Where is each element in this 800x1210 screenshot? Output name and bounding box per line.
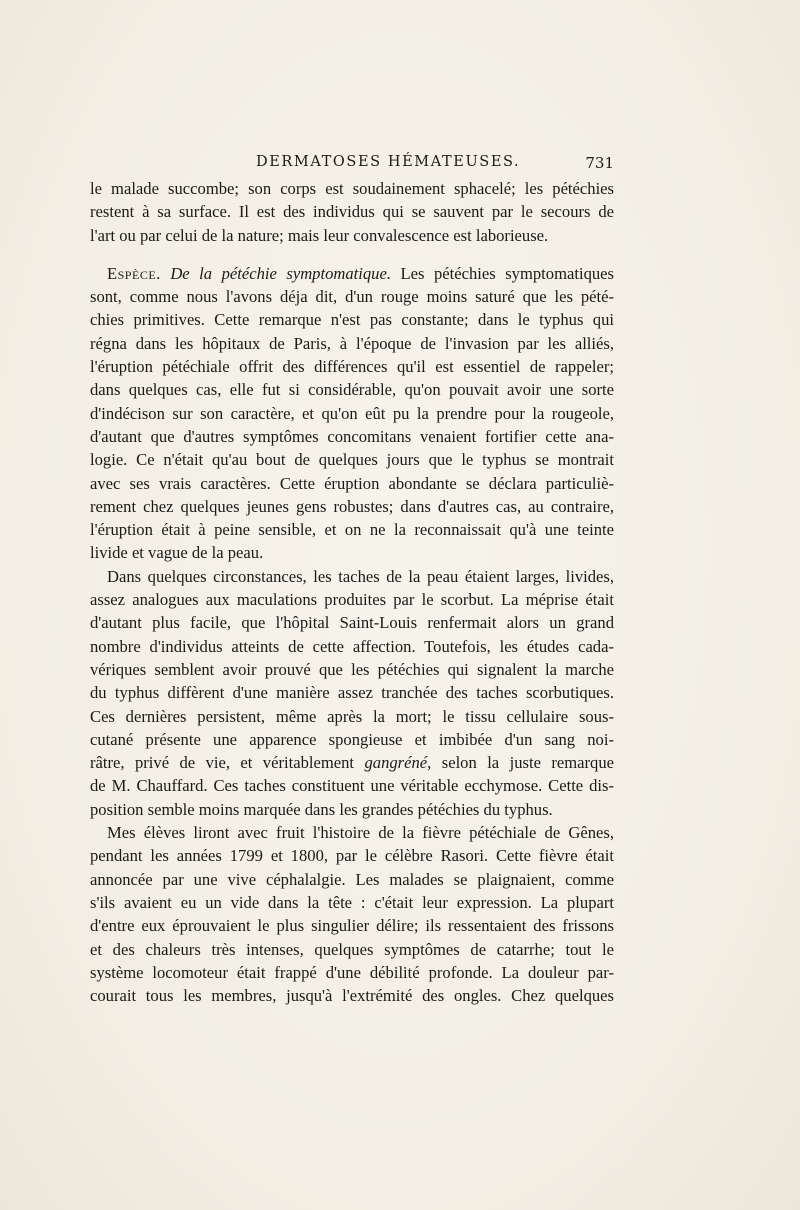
text-line: pendant les années 1799 et 1800, par le célèbre Rasori. Cette fièvre était <box>90 846 614 866</box>
body-text <box>90 177 614 1007</box>
text-line: l'éruption pétéchiale offrit des différences qu'il est essentiel de rappeler; <box>90 357 614 377</box>
text-line: de M. Chauffard. Ces taches constituent une véritable ecchymose. Cette dis- <box>90 776 614 796</box>
text-line: livide et vague de la peau. <box>90 543 264 563</box>
text-line: l'éruption était à peine sensible, et on ne la reconnaissait qu'à une teinte <box>90 520 614 540</box>
text-run: râtre, privé de vie, et véritablement <box>90 753 355 773</box>
text-line-with-italic <box>90 751 614 774</box>
text-line: dans quelques cas, elle fut si considérable, qu'on pouvait avoir une sorte <box>90 380 614 400</box>
italic-word: gangréné, <box>364 753 432 773</box>
text-line: annoncée par une vive céphalalgie. Les malades se plaignaient, comme <box>90 869 614 889</box>
paragraph <box>90 177 614 247</box>
text-line: sont, comme nous l'avons déja dit, d'un rouge moins saturé que les pété- <box>90 287 614 307</box>
text-line: d'entre eux éprouvaient le plus singulier délire; ils ressentaient des frissons <box>90 916 614 936</box>
text-line: courait tous les membres, jusqu'à l'extrémité des ongles. Chez quelques <box>90 986 614 1006</box>
species-heading-line <box>90 262 614 285</box>
species-title: De la pétéchie symptomatique. <box>170 263 391 283</box>
text-line: Mes élèves liront avec fruit l'histoire de la fièvre pétéchiale de Gênes, <box>107 823 614 843</box>
page-number: 731 <box>585 154 614 172</box>
text-line: Ces dernières persistent, même après la mort; le tissu cellulaire sous- <box>90 706 614 726</box>
running-head: DERMATOSES HÉMATEUSES. <box>256 154 521 170</box>
text-line: restent à sa surface. Il est des individus qui se sauvent par le secours de <box>90 202 614 222</box>
text-line: d'autant plus facile, que l'hôpital Saint-Louis renfermait alors un grand <box>90 613 614 633</box>
text-line: s'ils avaient eu un vide dans la tête : c'était leur expression. La plupart <box>90 892 614 912</box>
text-line: le malade succombe; son corps est soudainement sphacelé; les pétéchies <box>90 179 614 198</box>
paragraph <box>90 565 614 821</box>
text-line: avec ses vrais caractères. Cette éruption abondante se déclara particuliè- <box>90 473 614 493</box>
text-line: position semble moins marquée dans les grandes pétéchies du typhus. <box>90 799 553 819</box>
page-header <box>90 154 614 178</box>
text-run: selon la juste remarque <box>441 753 615 773</box>
text-line: vériques semblent avoir prouvé que les pétéchies qui signalent la marche <box>90 659 614 679</box>
text-line: système locomoteur était frappé d'une débilité profonde. La douleur par- <box>90 962 614 982</box>
paragraph <box>90 821 614 1007</box>
text-line: Dans quelques circonstances, les taches de la peau étaient larges, livides, <box>107 566 614 586</box>
text-line: régna dans les hôpitaux de Paris, à l'époque de l'invasion par les alliés, <box>90 333 614 353</box>
text-line: d'indécison sur son caractère, et qu'on eût pu la prendre pour la rougeole, <box>90 403 614 423</box>
text-line: du typhus diffèrent d'une manière assez tranchée des taches scorbutiques. <box>90 683 614 703</box>
text-line: nombre d'individus atteints de cette affection. Toutefois, les études cada- <box>90 636 614 656</box>
text-line: cutané présente une apparence spongieuse et imbibée d'un sang noi- <box>90 729 614 749</box>
paragraph <box>90 262 614 565</box>
text-line: chies primitives. Cette remarque n'est pas constante; dans le typhus qui <box>90 310 614 330</box>
text-line: assez analogues aux maculations produites par le scorbut. La méprise était <box>90 590 614 610</box>
text-line: l'art ou par celui de la nature; mais leur convalescence est laborieuse. <box>90 225 549 245</box>
text-line: d'autant que d'autres symptômes concomitans venaient fortifier cette ana- <box>90 426 614 446</box>
text-line: et des chaleurs très intenses, quelques symptômes de catarrhe; tout le <box>90 939 614 959</box>
text-run: Les pétéchies symptomatiques <box>400 263 614 283</box>
species-label: Espèce. <box>107 263 161 283</box>
text-line: rement chez quelques jeunes gens robustes; dans d'autres cas, au contraire, <box>90 496 614 516</box>
text-line: logie. Ce n'était qu'au bout de quelques jours que le typhus se montrait <box>90 450 614 470</box>
section-spacer <box>90 247 614 262</box>
